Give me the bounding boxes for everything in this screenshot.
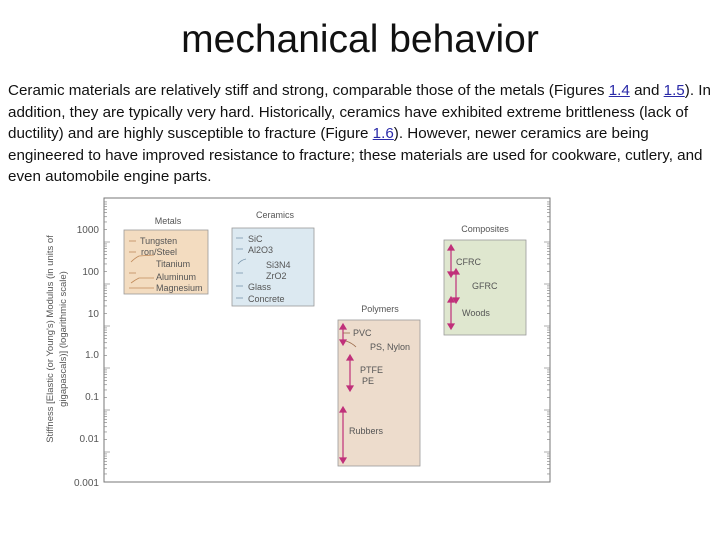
y-axis-label-line2: gigapascals)] (logarithmic scale): [58, 271, 69, 407]
stiffness-figure: [44, 196, 552, 486]
text-segment: ). However, newer ceramics are being engineered to have improved resistance to fracture; these materials are used for cookware, cutlery, and even automobile engine parts.: [8, 125, 703, 185]
tick-label-0.1: 0.1: [85, 392, 99, 403]
ceramic-si3n4: Si3N4: [266, 260, 291, 270]
composite-cfrc: CFRC: [456, 257, 481, 267]
tick-label-1: 1.0: [85, 350, 99, 361]
text-segment: ). In addition, they are typically very hard. Historically, ceramics have exhibited extreme brittleness (lack of ductility) and are highly susceptible to fracture (Figure: [8, 82, 711, 142]
figure-link-1-5[interactable]: 1.5: [663, 82, 685, 99]
metal-aluminum: Aluminum: [156, 272, 197, 282]
tick-label-10: 10: [87, 309, 99, 320]
tick-label-1000: 1000: [76, 225, 99, 236]
ceramics-title: Ceramics: [255, 210, 295, 220]
ceramic-sic: SiC: [248, 234, 263, 244]
ceramic-zro2: ZrO2: [266, 271, 287, 281]
polymer-ps-nylon: PS, Nylon: [370, 342, 411, 352]
metal-titanium: Titanium: [156, 259, 191, 269]
metal-tungsten: Tungsten: [140, 236, 178, 246]
polymer-pe: PE: [362, 376, 375, 386]
composite-woods: Woods: [462, 308, 490, 318]
tick-label-0.01: 0.01: [79, 434, 99, 445]
slide-title: mechanical behavior: [181, 18, 539, 61]
composites-title: Composites: [461, 224, 509, 234]
body-paragraph: [8, 80, 716, 188]
text-segment: Ceramic materials are relatively stiff and strong, comparable those of the metals (Figures: [8, 82, 609, 99]
y-axis-label-line1: Stiffness [Elastic (or Young's) Modulus (in units of: [45, 235, 56, 443]
text-segment: and: [629, 82, 664, 99]
figure-link-1-4[interactable]: 1.4: [608, 82, 630, 99]
ceramic-concrete: Concrete: [248, 294, 285, 304]
polymer-ptfe: PTFE: [360, 365, 384, 375]
polymers-title: Polymers: [361, 304, 399, 314]
metal-magnesium: Magnesium: [156, 283, 203, 293]
stiffness-chart: [44, 196, 552, 486]
tick-label-0.001: 0.001: [73, 478, 99, 486]
polymer-pvc: PVC: [353, 328, 372, 338]
ceramic-glass: Glass: [248, 282, 272, 292]
metal-iron-steel: ron/Steel: [141, 247, 178, 257]
metals-title: Metals: [154, 216, 182, 226]
composite-gfrc: GFRC: [472, 281, 498, 291]
figure-link-1-6[interactable]: 1.6: [372, 125, 394, 142]
polymer-rubbers: Rubbers: [349, 426, 384, 436]
ceramic-al2o3: Al2O3: [248, 245, 274, 255]
tick-label-100: 100: [82, 267, 99, 278]
